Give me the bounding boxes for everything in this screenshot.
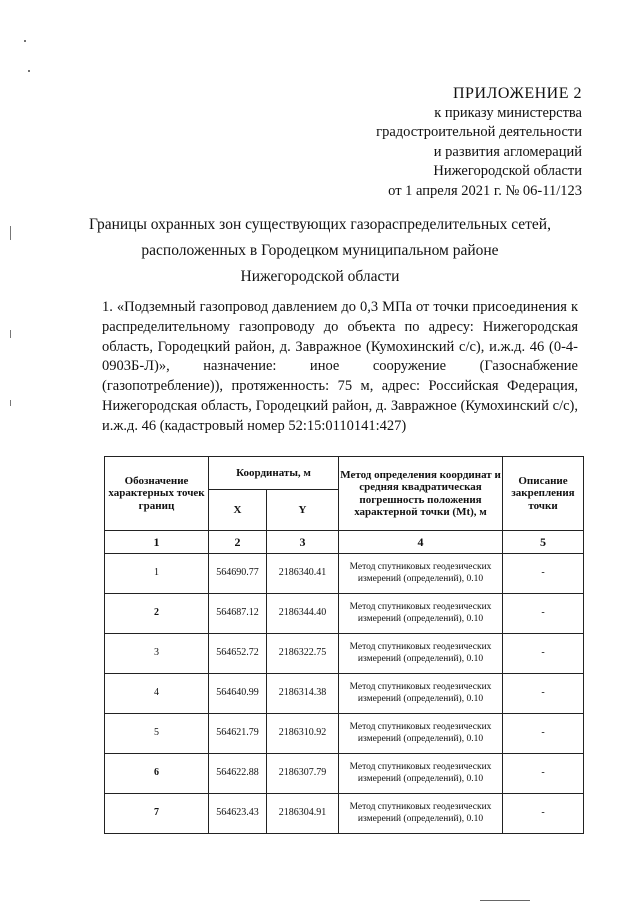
appendix-line: от 1 апреля 2021 г. № 06-11/123 (388, 182, 582, 199)
point-label: 2 (105, 594, 209, 634)
y-value: 2186340.41 (267, 554, 339, 594)
title-line: Нижегородской области (240, 268, 400, 285)
description-cell: - (503, 554, 584, 594)
document-title (60, 212, 580, 290)
y-value: 2186344.40 (267, 594, 339, 634)
x-value: 564621.79 (209, 714, 267, 754)
method-cell: Метод спутниковых геодезических измерений (определений), 0.10 (339, 634, 503, 674)
x-value: 564640.99 (209, 674, 267, 714)
scan-edge-mark (10, 400, 11, 406)
scan-speck (28, 70, 30, 72)
header-x: X (209, 490, 267, 531)
y-value: 2186310.92 (267, 714, 339, 754)
y-value: 2186314.38 (267, 674, 339, 714)
appendix-line: градостроительной деятельности (376, 124, 582, 140)
table-row (105, 554, 584, 594)
x-value: 564690.77 (209, 554, 267, 594)
point-label: 1 (105, 554, 209, 594)
table-row (105, 634, 584, 674)
method-cell: Метод спутниковых геодезических измерений (определений), 0.10 (339, 554, 503, 594)
y-value: 2186307.79 (267, 754, 339, 794)
y-value: 2186304.91 (267, 794, 339, 834)
column-number: 5 (503, 531, 584, 554)
object-description: 1. «Подземный газопровод давлением до 0,3 МПа от точки присоединения к распределительному газопроводу до объекта по адресу: Нижегородская область, Городецкий район, д. Завражное (Кумохинский с/с), и.ж.д. 46 (0-4-0903Б-Л)», назначение: иное сооружение (Газоснабжение (газопотребление)), протяженность: 75 м, адрес: Российская Федерация, Нижегородская область, Городецкий район, д. Завражное (Кумохинский с/с), и.ж.д. 46 (кадастровый номер 52:15:0110141:427) (102, 299, 578, 434)
method-cell: Метод спутниковых геодезических измерений (определений), 0.10 (339, 674, 503, 714)
scan-edge-mark (10, 226, 11, 240)
title-line: Границы охранных зон существующих газораспределительных сетей, (89, 216, 551, 233)
scan-edge-mark (10, 330, 11, 338)
table-row (105, 674, 584, 714)
x-value: 564687.12 (209, 594, 267, 634)
appendix-line: и развития агломераций (433, 143, 582, 160)
method-cell: Метод спутниковых геодезических измерений (определений), 0.10 (339, 714, 503, 754)
column-number: 4 (339, 531, 503, 554)
appendix-title: ПРИЛОЖЕНИЕ 2 (452, 85, 582, 102)
coordinates-table (104, 456, 584, 834)
description-cell: - (503, 634, 584, 674)
header-description: Описание закрепления точки (503, 457, 584, 531)
scan-speck (24, 40, 26, 42)
method-cell: Метод спутниковых геодезических измерений (определений), 0.10 (339, 754, 503, 794)
point-label: 6 (105, 754, 209, 794)
method-cell: Метод спутниковых геодезических измерений (определений), 0.10 (339, 794, 503, 834)
title-line: расположенных в Городецком муниципальном районе (141, 242, 499, 259)
appendix-header (376, 84, 582, 201)
header-coordinates: Координаты, м (209, 457, 339, 490)
column-number-row (105, 531, 584, 554)
point-label: 7 (105, 794, 209, 834)
table-row (105, 794, 584, 834)
column-number: 2 (209, 531, 267, 554)
x-value: 564622.88 (209, 754, 267, 794)
appendix-line: к приказу министерства (434, 104, 582, 121)
description-cell: - (503, 754, 584, 794)
description-cell: - (503, 674, 584, 714)
description-cell: - (503, 594, 584, 634)
description-cell: - (503, 794, 584, 834)
table-row (105, 754, 584, 794)
header-method: Метод определения координат и средняя квадратическая погрешность положения характерной точки (Mt), м (339, 457, 503, 531)
point-label: 3 (105, 634, 209, 674)
header-y: Y (267, 490, 339, 531)
point-label: 5 (105, 714, 209, 754)
point-label: 4 (105, 674, 209, 714)
method-cell: Метод спутниковых геодезических измерений (определений), 0.10 (339, 594, 503, 634)
page-bottom-mark (480, 900, 530, 901)
x-value: 564623.43 (209, 794, 267, 834)
appendix-line: Нижегородской области (433, 163, 582, 179)
description-cell: - (503, 714, 584, 754)
table-row (105, 594, 584, 634)
column-number: 1 (105, 531, 209, 554)
y-value: 2186322.75 (267, 634, 339, 674)
table-row (105, 714, 584, 754)
header-point: Обозначение характерных точек границ (105, 457, 209, 531)
column-number: 3 (267, 531, 339, 554)
x-value: 564652.72 (209, 634, 267, 674)
